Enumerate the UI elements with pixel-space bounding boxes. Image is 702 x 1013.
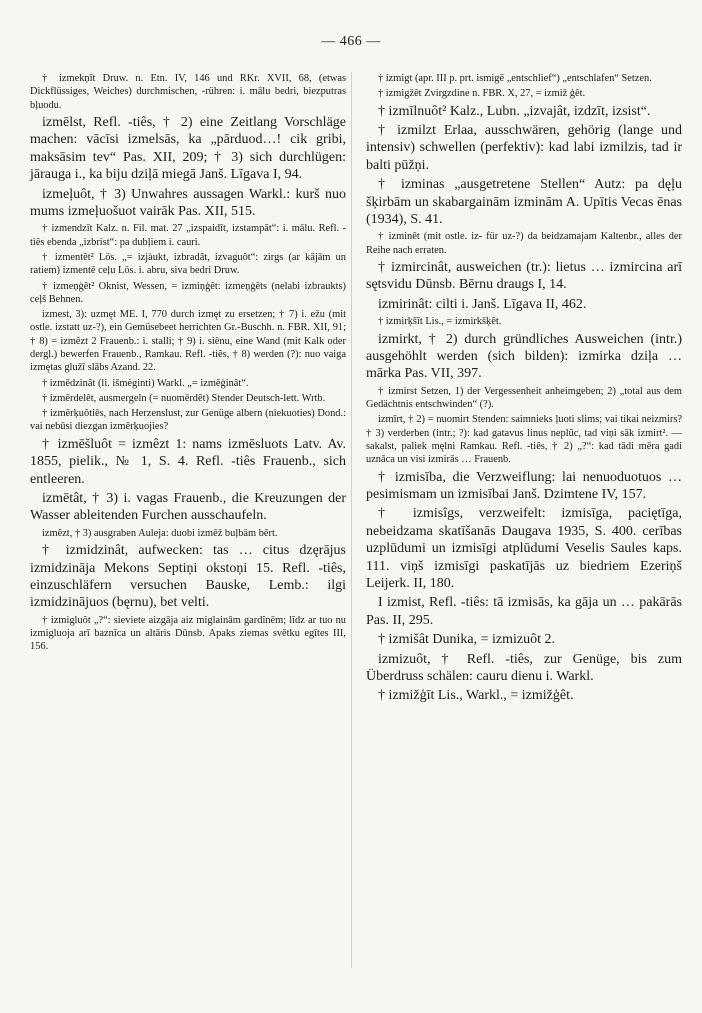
left-column <box>30 72 346 656</box>
dictionary-entry: † izmižģīt Lis., Warkl., = izmižģêt. <box>378 688 574 704</box>
page-number: — 466 — <box>321 34 381 49</box>
dictionary-entry: izmīrt, † 2) = nuomirt Stenden: saimnieks ļuoti slims; vai tikai neizmirs? † 3) verderben (intr.; ?): kad gatavus linus neplūc, tad viņi sāk izmirt². — sakalst, paliek męlni Ramkau. Refl. -tiês, † 2) „?“: kad tādi mēra gadi uznāca un visi izmirās … Frauenb. <box>366 414 682 466</box>
dictionary-entry: † izmendzīt Kalz. n. Fil. mat. 27 „izspaidīt, izstampāt“: i. mālu. Refl. -tiês ebenda „izbrist“: pa dubļiem i. cauri. <box>30 223 346 248</box>
dictionary-entry: † izmigluôt „?“: sieviete aizgāja aiz miglainām gardînēm; līdz ar tuo nu izmigluoja arī baznīca un altāris Dūnsb. Apaks ziemas svētku egītes III, 156. <box>30 614 346 653</box>
dictionary-entry: † izmircinât, ausweichen (tr.): lietus … izmircina arī sętsvidu Dūnsb. Bērnu draugs I, 14. <box>366 260 682 293</box>
dictionary-entry: † izmēšluôt = izmêzt 1: nams izmēsluots Latv. Av. 1855, pielik., № 1, S. 4. Refl. -tiês Frauenb., sich entleeren. <box>30 436 346 487</box>
dictionary-entry: † izmīlnuôt² Kalz., Lubn. „izvajât, izdzīt, izsist“. <box>378 103 651 119</box>
dictionary-entry: † izmentêt² Lös. „= izjàukt, izbradât, izvaguôt“: zirgs (ar kājām un ratiem) izmentē ceļu Lös. i. abru, siva bedri Druw. <box>30 251 346 277</box>
dictionary-entry: izmirkt, † 2) durch gründliches Ausweichen (intr.) ausgehöhlt werden (sich bilden): izmirka dziļa … mārka Pas. VII, 397. <box>366 331 682 382</box>
dictionary-entry: † izmeņģêt² Oknist, Wessen, = izmiņģêt: izmeņģēts (nelabi izbraukts) ceļš Behnen. <box>30 280 346 305</box>
dictionary-entry: † izminas „ausgetretene Stellen“ Autz: pa dęļu šķirbām un skabargainām izminām A. Upītis Vecas ēnas (1934), S. 41. <box>366 177 682 228</box>
dictionary-entry: izmirinât: cilti i. Janš. Līgava II, 462. <box>378 296 587 312</box>
dictionary-entry: izmētât, † 3) i. vagas Frauenb., die Kreuzungen der Wasser ableitenden Furchen ausschaufeln. <box>30 491 346 524</box>
dictionary-entry: † izmilzt Erlaa, ausschwären, gehörig (lange und intensiv) schwellen (perfektiv): kad labi izmilzis, tad ir balti pūžņi. <box>366 123 682 173</box>
dictionary-entry: † izmērdelêt, ausmergeln (= nuomērdêt) Stender Deutsch-lett. Wrtb. <box>42 392 326 404</box>
dictionary-entry: † izmigžêt Zvirgzdine n. FBR. X, 27, = izmiž ģêt. <box>378 88 586 100</box>
dictionary-entry: † izmirķšīt Lis., = izmirkšķêt. <box>378 316 502 328</box>
dictionary-entry: izmizuôt, † Refl. -tiês, zur Genüge, bis zum Überdruss schälen: cauru dienu i. Warkl. <box>366 651 682 685</box>
right-column <box>366 72 682 707</box>
dictionary-entry: I izmist, Refl. -tiês: tā izmisās, ka gāja un … pakārās Pas. II, 295. <box>366 595 682 628</box>
dictionary-entry: † izmidzinât, aufwecken: tas … citus dzęrājus izmidzināja Mekons Septiņi okstoņi 15. Refl. -tiês, einzuschläfern versuchen Bauske, Lemb.: ilgi izmidzinājuos (bęrnu), bet velti. <box>30 543 346 611</box>
dictionary-entry: izmeļuôt, † 3) Unwahres aussagen Warkl.: kurš nuo mums izmeļuošuot vairāk Pas. XII, 515. <box>30 186 346 219</box>
dictionary-entry: izmêzt, † 3) ausgraben Auleja: duobi izmēž buļbām bērt. <box>42 527 278 539</box>
dictionary-entry: † izmišât Dunika, = izmizuôt 2. <box>378 632 556 648</box>
dictionary-entry: izmēlst, Refl. -tiês, † 2) eine Zeitlang Vorschläge machen: vācīsi izmelsās, ka „pārduod…! cik gribi, maksāsim tev“ Pas. XII, 209; † 3) sich durchlügen: jārauga i., ka biju dziļā miegā Janš. Līgava I, 94. <box>30 114 346 183</box>
dictionary-entry: izmest, 3): uzmęt ME. I, 770 durch izmęt zu ersetzen; † 7) i. ežu (mit ostle. izstatt uz-?), ein Gemüsebeet herrichten Gr.-Buschh. n. FBR. XII, 91; † 8) = izmêzt 2 Frauenb.: i. stalli; † 9) i. siênu, eine Wand (mit Kalk oder dergl.) bewerfen Frauenb., Ramkau. Refl. -tiês, † 8) werden (?): nuo vaiga izmętas glužī slābs Azand. 22. <box>30 309 346 374</box>
dictionary-entry: † izmērķuôtiês, nach Herzenslust, zur Genüge albern (niekuoties) Dond.: vai nebūsi diezgan izmērķuojies? <box>30 408 346 433</box>
dictionary-entry: † izmirst Setzen, 1) der Vergessenheit anheimgeben; 2) „total aus dem Gedächtnis entschwinden“ (?). <box>366 385 682 411</box>
dictionary-entry: † izmēdzinât (li. išmėginti) Warkl. „= izmēģinât“. <box>42 377 249 389</box>
dictionary-entry: † izminêt (mit ostle. iz- für uz-?) da beidzamajam Kaltenbr., alles der Reihe nach erraten. <box>366 231 682 256</box>
dictionary-entry: † izmigt (apr. III p. prt. ismigē „entschlief“) „entschlafen“ Setzen. <box>378 73 652 84</box>
dictionary-entry: † izmisība, die Verzweiflung: lai nenuoduotuos … pesimismam un izmisībai Janš. Dzimtene IV, 157. <box>366 469 682 502</box>
column-divider <box>351 72 352 968</box>
dictionary-entry: † izmekņīt Druw. n. Etn. IV, 146 und RKr. XVII, 68, (etwas Dickflüssiges, Weiches) durchmischen, -rühren: i. mālu bedri, biezputras bļuodu. <box>30 73 346 111</box>
dictionary-entry: † izmisîgs, verzweifelt: izmisīga, paciętīga, nebeidzama skatīšanās Daugava 1935, S. 400. cerības uzplūdumi un izmisīgi atplūdumi Veselis Saules kaps. 111. viņš izmisīgi paskatījās uz biedriem Ezeriņš Leijerk. II, 180. <box>366 506 682 591</box>
